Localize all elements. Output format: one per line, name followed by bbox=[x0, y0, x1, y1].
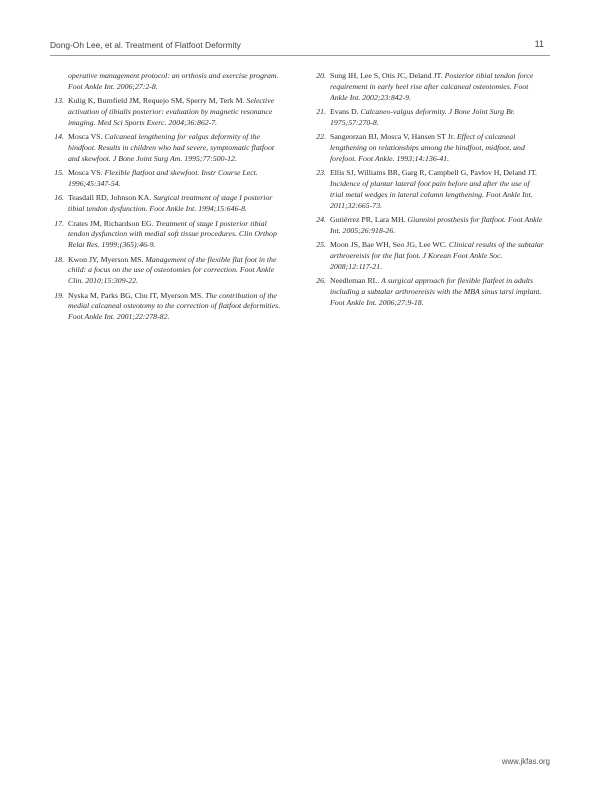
reference-number: 20. bbox=[316, 71, 326, 80]
reference-details: Flexible flatfoot and skewfoot. Instr Course Lect. 1996;45:347-54. bbox=[68, 168, 258, 188]
reference-number: 22. bbox=[316, 132, 326, 142]
reference-details: A surgical approach for flexible flatfeet in adults including a subtalar arthroereisis with the MBA sinus tarsi implant. Foot Ankle Int. 2006;27:9-18. bbox=[330, 276, 542, 307]
reference-authors: Nyska M, Parks BG, Chu IT, Myerson MS. bbox=[68, 290, 204, 300]
left-column bbox=[50, 71, 282, 326]
reference-details: Clinical results of the subtalar arthroereisis for the flat foot. J Korean Foot Ankle Soc. 2008;12:117-21. bbox=[330, 240, 544, 271]
reference-details: Giannini prosthesis for flatfoot. Foot Ankle Int. 2005;26:918-26. bbox=[330, 214, 543, 235]
reference-details: Calcaneal lengthening for valgus deformity of the hindfoot. Results in children who had severe, symptomatic flatfoot and skewfoot. J Bone Joint Surg Am. 1995;77:500-12. bbox=[68, 132, 275, 163]
reference-authors: Evans D. bbox=[330, 106, 359, 116]
reference-authors: Gutiérrez PR, Lara MH. bbox=[330, 214, 406, 224]
reference-authors: Sung IH, Lee S, Otis JC, Deland JT. bbox=[330, 71, 443, 80]
reference-authors: Sangeorzan BJ, Mosca V, Hansen ST Jr. bbox=[330, 132, 455, 142]
page-number: 11 bbox=[534, 39, 544, 49]
reference-number: 14. bbox=[54, 132, 64, 142]
reference-item bbox=[50, 291, 282, 323]
reference-number: 18. bbox=[54, 254, 64, 264]
reference-authors: Ellis SJ, Williams BR, Garg R, Campbell G, Pavlov H, Deland JT. bbox=[330, 168, 537, 178]
reference-item bbox=[312, 107, 544, 129]
reference-details: Posterior tibial tendon force requirement in early heel rise after calcaneal osteotomies. Foot Ankle Int. 2002;23:842-9. bbox=[330, 71, 534, 102]
reference-details: Treatment of stage I posterior tibial tendon dysfunction with medial soft tissue procedures. Clin Orthop Relat Res. 1999;(365):46-9. bbox=[68, 218, 277, 250]
reference-authors: Kwon JY, Myerson MS. bbox=[68, 254, 144, 264]
reference-item bbox=[50, 96, 282, 128]
reference-number: 15. bbox=[54, 168, 64, 178]
reference-details: The contribution of the medial calcaneal osteotomy to the correction of flatfoot deformities. Foot Ankle Int. 2001;22:278-82. bbox=[68, 290, 281, 322]
reference-details: Management of the flexible flat foot in the child: a focus on the use of osteotomies for correction. Foot Ankle Clin. 2010;15:309-22. bbox=[68, 254, 277, 286]
reference-details: Effect of calcaneal lengthening on relationships among the hindfoot, midfoot, and forefoot. Foot Ankle. 1993;14:136-41. bbox=[330, 132, 525, 163]
right-reference-items bbox=[312, 71, 544, 309]
reference-number: 21. bbox=[316, 106, 326, 116]
reference-item bbox=[312, 71, 544, 103]
reference-number: 24. bbox=[316, 214, 326, 224]
header-rule bbox=[50, 55, 550, 56]
reference-authors: Moon JS, Bae WH, Seo JG, Lee WC. bbox=[330, 240, 447, 250]
reference-continuation bbox=[50, 71, 282, 93]
reference-continuation-text: operative management protocol: an orthosis and exercise program. Foot Ankle Int. 2006;27:2-8. bbox=[68, 71, 279, 91]
reference-number: 17. bbox=[54, 218, 64, 228]
reference-number: 23. bbox=[316, 168, 326, 178]
reference-authors: Teasdall RD, Johnson KA. bbox=[68, 193, 152, 203]
reference-item bbox=[50, 193, 282, 215]
reference-item bbox=[312, 215, 544, 237]
reference-number: 16. bbox=[54, 193, 64, 203]
reference-number: 25. bbox=[316, 240, 326, 250]
reference-authors: Mosca VS. bbox=[68, 168, 103, 178]
reference-details: Selective activation of tibialis posterior: evaluation by magnetic resonance imaging. Med Sci Sports Exerc. 2004;36:862-7. bbox=[68, 96, 275, 127]
reference-authors: Mosca VS. bbox=[68, 132, 103, 142]
reference-item bbox=[312, 168, 544, 211]
reference-details: Incidence of plantar lateral foot pain before and after the use of trial metal wedges in lateral column lengthening. Foot Ankle Int. 2011;32:665-73. bbox=[330, 178, 533, 210]
right-column bbox=[312, 71, 544, 312]
reference-item bbox=[312, 240, 544, 272]
reference-number: 26. bbox=[316, 276, 326, 286]
running-title: Dong-Oh Lee, et al. Treatment of Flatfoot Deformity bbox=[50, 40, 241, 50]
reference-item bbox=[312, 132, 544, 164]
reference-item bbox=[312, 276, 544, 308]
reference-number: 13. bbox=[54, 96, 64, 106]
reference-item bbox=[50, 168, 282, 190]
left-reference-items bbox=[50, 96, 282, 323]
reference-details: Calcaneo-valgus deformity. J Bone Joint Surg Br. 1975;57:270-8. bbox=[330, 106, 515, 127]
reference-authors: Crates JM, Richardson EG. bbox=[68, 218, 154, 228]
reference-item bbox=[50, 255, 282, 287]
reference-item bbox=[50, 219, 282, 251]
footer-url[interactable]: www.jkfas.org bbox=[501, 757, 550, 766]
reference-authors: Needleman RL. bbox=[330, 276, 380, 286]
reference-authors: Kulig K, Burnfield JM, Requejo SM, Sperry M, Terk M. bbox=[68, 96, 245, 106]
reference-details: Surgical treatment of stage I posterior tibial tendon dysfunction. Foot Ankle Int. 1994;15:646-8. bbox=[68, 193, 273, 214]
page-header bbox=[50, 38, 550, 52]
reference-item bbox=[50, 132, 282, 164]
reference-number: 19. bbox=[54, 290, 64, 300]
